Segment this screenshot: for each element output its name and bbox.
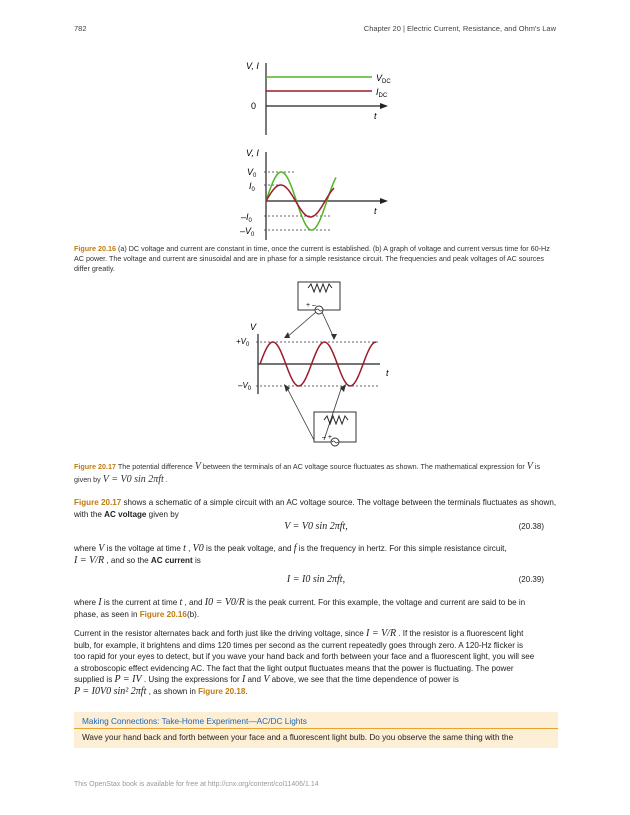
paragraph-2 <box>74 543 558 566</box>
bottom-lead-right <box>324 386 342 440</box>
tick-neg-v0: $-V_0$ <box>240 226 255 238</box>
var-v: V <box>526 461 533 472</box>
paragraph-4 <box>74 628 558 698</box>
tick-i0: $I_0$ <box>249 181 255 193</box>
bottom-lead-right-arrow <box>340 384 346 392</box>
var-t: t <box>179 597 183 608</box>
paragraph-text: and <box>245 675 264 685</box>
figure-17-label: Figure 20.17 <box>74 462 116 471</box>
ohm-law-expression: I = V/R <box>365 628 397 639</box>
figure-ac-graph <box>240 142 400 242</box>
paragraph-text: given by <box>146 509 179 519</box>
paragraph-text: where <box>74 544 99 553</box>
paragraph-text: , and so the <box>104 555 151 565</box>
ac-current-term: AC current <box>150 555 193 565</box>
paragraph-text: , and <box>182 598 205 607</box>
dc-x-axis-label: t <box>374 111 377 121</box>
paragraph-text: Current in the resistor alternates back and forth just like the driving voltage, since <box>74 629 366 638</box>
tick-neg-i0: $-I_0$ <box>241 212 252 224</box>
paragraph-text: a stroboscopic effect evidencing AC. The fact that the light output fluctuates means that the power is fluctuating. The power <box>74 663 514 673</box>
figure-18-link[interactable]: Figure 20.18 <box>198 686 246 696</box>
paragraph-text: where <box>74 598 99 607</box>
figure-ac-source <box>230 278 400 458</box>
vdc-label: $V_{DC}$ <box>376 73 391 85</box>
box-text: Wave your hand back and forth between your face and a fluorescent light bulb. Do you observe the same thing with the <box>82 733 514 742</box>
paragraph-text: (b). <box>186 609 200 619</box>
power-time-expression: P = I0V0 sin² 2πft <box>74 685 147 697</box>
var-v: V <box>263 674 270 686</box>
chapter-title: Chapter 20 | Electric Current, Resistance, and Ohm's Law <box>363 24 556 33</box>
top-lead-left <box>286 312 316 338</box>
ohm-law-expression: I = V/R <box>74 554 105 566</box>
paragraph-text: , <box>185 544 193 553</box>
equation-number: (20.38) <box>518 522 544 531</box>
var-v: V <box>98 543 105 554</box>
equation-expression: V = V0 sin 2πft, <box>284 521 348 532</box>
bottom-lead-left <box>286 386 314 440</box>
var-v: V <box>194 461 201 472</box>
figure-16-caption-text: (a) DC voltage and current are constant in time, once the current is established. (b) A graph of voltage and current versus time for 60-Hz AC power. The voltage and current are sinusoidal and are in phase for a simple resistance circuit. The frequencies and peak voltages of AC sources differ greatly. <box>74 244 550 273</box>
figure-dc-graph <box>240 55 400 137</box>
var-f: f <box>293 543 297 554</box>
box-title: Making Connections: Take-Home Experiment—AC/DC Lights <box>82 716 307 726</box>
var-i: I <box>98 597 102 608</box>
bottom-polarity: – + <box>322 434 332 441</box>
plus-v0-label: $+V_0$ <box>236 337 250 348</box>
paragraph-text: phase, as seen in <box>74 609 140 619</box>
paragraph-text: . If the resistor is a fluorescent light <box>396 629 524 638</box>
bottom-lead-left-arrow <box>284 384 290 392</box>
ac-x-axis-label: t <box>374 206 377 216</box>
equation-20-39 <box>74 574 558 588</box>
page-number: 782 <box>74 24 87 33</box>
figure-16-label: Figure 20.16 <box>74 244 116 253</box>
caption-text: is <box>532 462 541 471</box>
caption-text: between the terminals of an AC voltage source fluctuates as shown. The mathematical expression for <box>200 462 527 471</box>
var-v0: V0 <box>192 543 204 554</box>
paragraph-text: is the current at time <box>101 598 180 607</box>
source-x-axis-label: t <box>386 368 389 378</box>
ac-voltage-term: AC voltage <box>104 509 147 519</box>
paragraph-1 <box>74 497 558 520</box>
caption-text: . <box>163 475 168 484</box>
caption-text: given by <box>74 475 103 484</box>
top-lead-right-arrow <box>331 334 337 340</box>
equation-20-38 <box>74 521 558 535</box>
paragraph-text: shows a schematic of a simple circuit with an AC voltage source. The voltage between the terminals fluctuates as shown, with the <box>74 498 557 519</box>
paragraph-text: above, we see that the time dependence of power is <box>269 675 459 685</box>
figure-16-link[interactable]: Figure 20.16 <box>139 609 187 619</box>
paragraph-text: is the peak current. For this example, the voltage and current are said to be in <box>244 598 526 607</box>
source-y-axis-label: V <box>250 322 257 332</box>
paragraph-text: is the frequency in hertz. For this simple resistance circuit, <box>296 544 507 553</box>
paragraph-text: supplied is <box>74 675 115 685</box>
footer: This OpenStax book is available for free at http://cnx.org/content/col11406/1.14 <box>74 781 319 788</box>
var-i: I <box>241 674 246 686</box>
x-axis-arrow <box>380 198 388 204</box>
power-expression: P = IV <box>114 674 142 686</box>
paragraph-text: . <box>245 686 248 696</box>
top-resistor <box>308 284 332 292</box>
x-axis-arrow <box>380 103 388 109</box>
peak-current-expression: I0 = V0/R <box>204 597 245 608</box>
equation-expression: I = I0 sin 2πft, <box>286 574 346 585</box>
tick-v0: $V_0$ <box>247 167 257 179</box>
paragraph-text: , as shown in <box>146 686 199 696</box>
paragraph-text: . Using the expressions for <box>141 675 242 685</box>
figure-17-link[interactable]: Figure 20.17 <box>74 498 122 507</box>
making-connections-box <box>74 712 558 748</box>
minus-v0-label: $-V_0$ <box>238 381 252 392</box>
paragraph-text: is <box>192 555 201 565</box>
dc-zero-label: 0 <box>251 101 257 111</box>
paragraph-text: too rapid for your eyes to detect, but if you wave your hand back and forth between your face and a fluorescent light, you will see <box>74 652 535 662</box>
caption-text: The potential difference <box>115 462 195 471</box>
figure-16-caption <box>74 244 558 274</box>
paragraph-text: bulb, for example, it brightens and dims 120 times per second as the current repeatedly goes through zero. A 120-Hz flicker is <box>74 640 523 650</box>
paragraph-3 <box>74 597 558 620</box>
ac-y-axis-label: V, I <box>246 148 259 158</box>
dc-y-axis-label: V, I <box>246 61 259 71</box>
bottom-resistor <box>324 416 348 424</box>
paragraph-text: is the voltage at time <box>104 544 184 553</box>
box-divider <box>74 728 558 729</box>
paragraph-text: is the peak voltage, and <box>203 544 294 553</box>
figure-17-caption-line2 <box>74 475 558 485</box>
top-polarity: + – <box>306 302 316 309</box>
var-t: t <box>183 543 186 554</box>
caption-expression: V = V0 sin 2πft <box>102 474 164 485</box>
idc-label: $I_{DC}$ <box>376 87 388 99</box>
equation-number: (20.39) <box>518 575 544 584</box>
figure-17-caption <box>74 462 558 472</box>
